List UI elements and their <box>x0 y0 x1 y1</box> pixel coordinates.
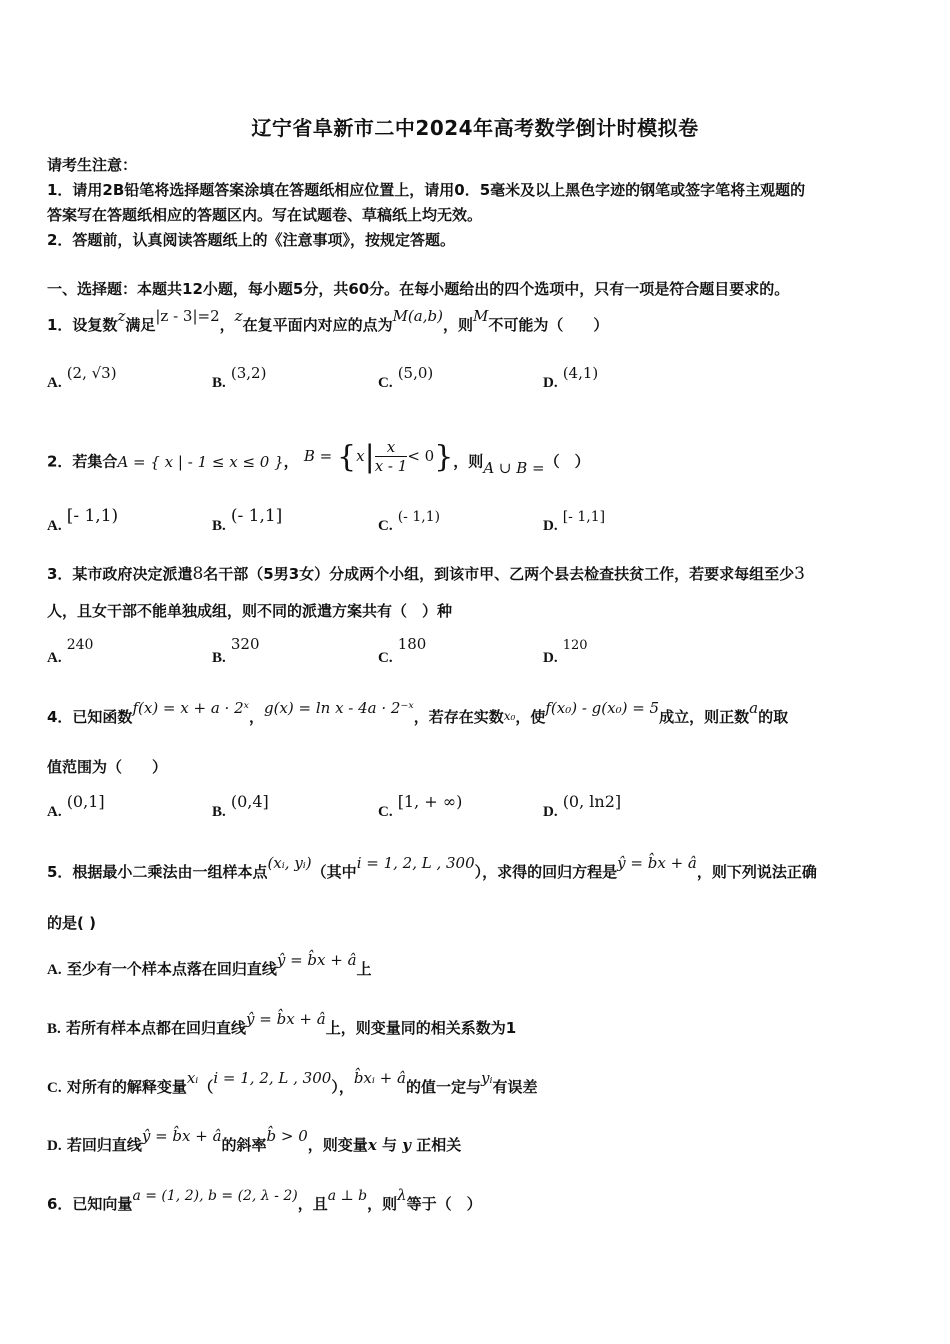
q2-fraction <box>375 438 408 475</box>
option-value: (0,1] <box>66 792 105 811</box>
q4-text: 成立，则正数 <box>659 708 750 726</box>
q5-option-a <box>47 951 372 979</box>
q5d-math: y <box>402 1136 411 1154</box>
brace-right: } <box>434 439 454 474</box>
q3-option-c <box>378 635 427 667</box>
q5-math: ŷ = b̂x + â <box>617 854 697 872</box>
option-value: (5,0) <box>397 364 434 382</box>
q4-math: f(x) = x + a · 2ˣ <box>132 699 249 717</box>
q5d-text: 的斜率 <box>221 1136 267 1154</box>
q3-option-d <box>543 638 588 667</box>
q4-math: g(x) = ln x - 4a · 2⁻ˣ <box>263 699 414 717</box>
q5a-math: ŷ = b̂x + â <box>276 951 357 969</box>
question-5 <box>47 854 817 882</box>
q1-math: |z - 3|=2 <box>155 307 220 325</box>
option-letter: B. <box>47 1021 61 1037</box>
option-value: (0, ln2] <box>562 792 622 811</box>
q1-option-c <box>378 364 434 392</box>
option-letter: D. <box>543 518 558 534</box>
q5-option-c <box>47 1069 538 1097</box>
option-letter: B. <box>212 650 226 666</box>
q2-text: 2．若集合 <box>47 452 118 471</box>
q5d-math: b̂ > 0 <box>266 1127 308 1145</box>
q4-text: ，使 <box>515 708 546 726</box>
q5c-text: 对所有的解释变量 <box>66 1078 187 1096</box>
q2-option-d <box>543 509 606 535</box>
q6-text: ，且 <box>297 1195 328 1213</box>
option-value: (4,1) <box>562 364 599 382</box>
option-letter: B. <box>212 518 226 534</box>
q6-text: 6．已知向量 <box>47 1195 133 1213</box>
option-letter: A. <box>47 804 62 820</box>
question-5-line-2: 的是( ) <box>47 914 96 932</box>
question-3 <box>47 563 805 584</box>
q5-math: i = 1, 2, L , 300 <box>356 854 475 872</box>
q1-text: 1．设复数 <box>47 316 118 334</box>
q5c-math: b̂xᵢ + â <box>353 1069 406 1087</box>
q1-option-a <box>47 364 117 392</box>
q5d-text: 与 <box>382 1136 398 1154</box>
q6-text: 等于（ ） <box>406 1195 482 1213</box>
q5d-math: ŷ = b̂x + â <box>141 1127 222 1145</box>
section-heading: 一、选择题：本题共12小题，每小题5分，共60分。在每小题给出的四个选项中，只有一项是符合题目要求的。 <box>47 280 790 298</box>
q1-option-b <box>212 364 267 392</box>
q5b-math: ŷ = b̂x + â <box>246 1010 326 1028</box>
q5a-text: 至少有一个样本点落在回归直线 <box>66 960 277 978</box>
q1-option-d <box>543 364 599 392</box>
q5-text: ），求得的回归方程是 <box>474 863 618 881</box>
option-letter: D. <box>47 1138 62 1154</box>
option-letter: B. <box>212 804 226 820</box>
option-value: [- 1,1) <box>66 506 119 526</box>
q3-math: 3 <box>794 564 805 584</box>
q1-math: M(a,b) <box>392 307 443 325</box>
page-title: 辽宁省阜新市二中2024年高考数学倒计时模拟卷 <box>251 116 699 140</box>
option-letter: A. <box>47 375 62 391</box>
option-letter: C. <box>378 518 393 534</box>
question-2 <box>47 438 590 481</box>
q3-text: 3．某市政府决定派遣 <box>47 565 193 583</box>
q5-math: (xᵢ, yᵢ) <box>267 854 312 872</box>
q1-math: z <box>117 307 126 325</box>
q1-text: 不可能为（ ） <box>488 316 609 334</box>
fraction-numerator: x <box>375 438 408 457</box>
option-letter: C. <box>378 650 393 666</box>
q4-math: x₀ <box>503 709 516 723</box>
q4-option-c <box>378 792 463 821</box>
q2-math: x <box>356 446 365 465</box>
q1-math: z <box>234 307 243 325</box>
q6-math: a ⊥ b <box>327 1188 368 1204</box>
q2-text: ， <box>283 452 299 471</box>
option-value: 180 <box>397 635 427 653</box>
q3-option-a <box>47 637 94 667</box>
notice-heading: 请考生注意： <box>47 156 138 174</box>
option-letter: D. <box>543 650 558 666</box>
q6-math: λ <box>397 1186 407 1204</box>
option-value: (0,4] <box>230 792 269 811</box>
q1-text: ， <box>219 316 235 334</box>
q2-math: B = <box>303 446 338 465</box>
q5d-text: 若回归直线 <box>66 1136 142 1154</box>
option-letter: B. <box>212 375 226 391</box>
option-value: [- 1,1] <box>562 509 606 525</box>
q6-math: a = (1, 2), b = (2, λ - 2) <box>132 1188 298 1204</box>
q5c-text: 的值一定与 <box>405 1078 481 1096</box>
notice-line-3: 2．答题前，认真阅读答题纸上的《注意事项》，按规定答题。 <box>47 231 455 249</box>
option-value: 240 <box>66 637 94 653</box>
q1-text: 在复平面内对应的点为 <box>242 316 393 334</box>
q5-text: （其中 <box>311 863 357 881</box>
q1-text: ，则 <box>442 316 473 334</box>
q1-math: M <box>472 307 489 325</box>
q5-text: 5．根据最小二乘法由一组样本点 <box>47 863 268 881</box>
q2-option-a <box>47 506 119 535</box>
q2-option-b <box>212 506 283 535</box>
option-value: (3,2) <box>230 364 267 382</box>
q2-text: ，则 <box>453 452 484 471</box>
q4-text: 的取 <box>758 708 789 726</box>
q4-text: ， <box>248 708 264 726</box>
q5-option-b <box>47 1010 517 1038</box>
notice-line-1: 1．请用2B铅笔将选择题答案涂填在答题纸相应位置上，请用0．5毫米及以上黑色字迹的钢笔或签字笔将主观题的 <box>47 181 806 199</box>
q4-text: ，若存在实数 <box>413 708 504 726</box>
q4-math: f(x₀) - g(x₀) = 5 <box>545 699 660 717</box>
q2-option-c <box>378 509 441 535</box>
notice-line-2: 答案写在答题纸相应的答题区内。写在试题卷、草稿纸上均无效。 <box>47 206 483 224</box>
option-letter: A. <box>47 962 62 978</box>
q2-math: A ∪ B = <box>483 458 545 477</box>
q4-math: a <box>749 699 759 717</box>
q5-text: ，则下列说法正确 <box>696 863 817 881</box>
option-letter: D. <box>543 375 558 391</box>
q5c-math: i = 1, 2, L , 300 <box>213 1069 332 1087</box>
q3-math: 8 <box>192 564 204 584</box>
option-letter: C. <box>378 375 393 391</box>
option-value: 120 <box>562 638 588 653</box>
q5a-text: 上 <box>356 960 372 978</box>
q5c-text: （ <box>198 1078 214 1096</box>
question-4-line-2: 值范围为（ ） <box>47 758 168 776</box>
q5d-math: x <box>367 1136 377 1154</box>
q3-option-b <box>212 635 260 667</box>
q1-text: 满足 <box>125 316 156 334</box>
question-6 <box>47 1186 482 1214</box>
q5c-text: ）， <box>331 1078 354 1096</box>
q5c-math: yᵢ <box>480 1069 493 1087</box>
option-letter: D. <box>543 804 558 820</box>
q2-set-b <box>303 438 454 475</box>
q2-math: < 0 <box>407 446 435 465</box>
option-letter: C. <box>47 1080 62 1096</box>
option-value: (- 1,1) <box>397 509 441 525</box>
question-3-line-2: 人，且女干部不能单独成组，则不同的派遣方案共有（ ）种 <box>47 602 453 620</box>
q6-text: ，则 <box>367 1195 398 1213</box>
option-letter: A. <box>47 518 62 534</box>
option-value: (- 1,1] <box>230 506 283 526</box>
q4-option-b <box>212 792 269 821</box>
q5b-text: 若所有样本点都在回归直线 <box>66 1019 247 1037</box>
option-value: [1, + ∞) <box>397 792 463 811</box>
q5b-text: 上，则变量同的相关系数为1 <box>325 1019 517 1037</box>
option-letter: C. <box>378 804 393 820</box>
q5d-text: ，则变量 <box>307 1136 368 1154</box>
q2-math: A = { x | - 1 ≤ x ≤ 0 } <box>117 452 284 471</box>
q5-option-d <box>47 1127 462 1155</box>
q5c-text: 有误差 <box>492 1078 538 1096</box>
q4-option-a <box>47 792 105 821</box>
bar: | <box>364 439 375 474</box>
fraction-denominator: x - 1 <box>374 457 408 475</box>
option-letter: A. <box>47 650 62 666</box>
q5c-math: xᵢ <box>186 1069 199 1087</box>
q3-text: 名干部（5男3女）分成两个小组，到该市甲、乙两个县去检查扶贫工作，若要求每组至少 <box>203 565 795 583</box>
brace-left: { <box>337 439 357 474</box>
question-4 <box>47 699 789 727</box>
q2-text: （ ） <box>544 452 590 471</box>
option-value: 320 <box>230 635 260 653</box>
q5d-text: 正相关 <box>416 1136 462 1154</box>
q4-text: 4．已知函数 <box>47 708 133 726</box>
question-1 <box>47 307 609 335</box>
q4-option-d <box>543 792 622 821</box>
option-value: (2, √3) <box>66 364 117 382</box>
